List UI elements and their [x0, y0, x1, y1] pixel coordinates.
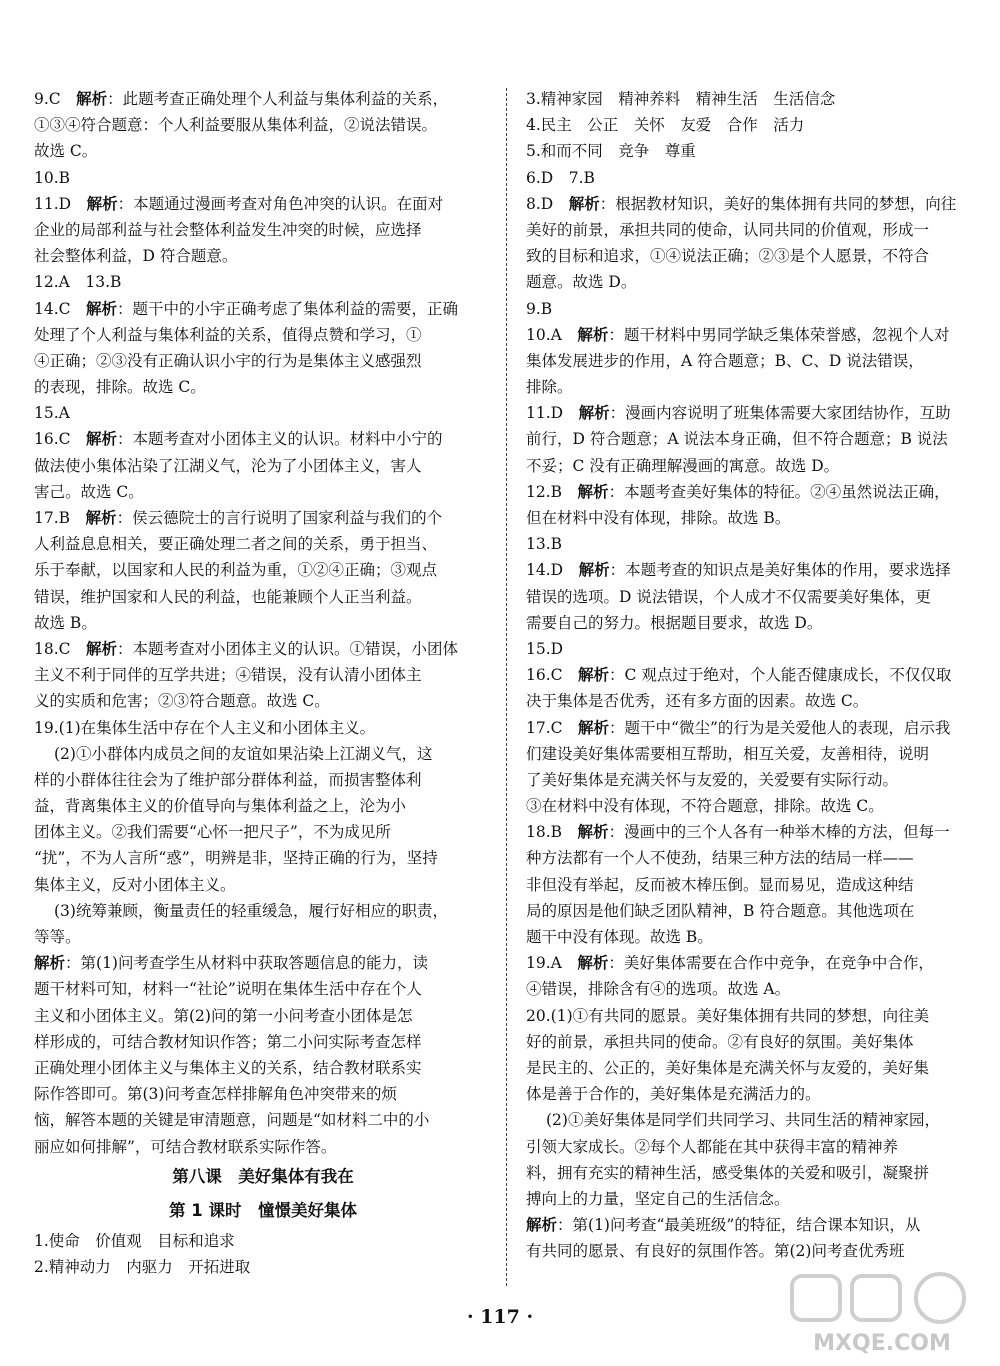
answer-line	[34, 296, 492, 322]
analysis-label: 解析	[577, 482, 609, 501]
answer-line	[34, 715, 492, 741]
answer-text: (2)①美好集体是同学们共同学习、共同生活的精神家园，	[546, 1111, 940, 1130]
answer-continuation: 样的小群体往往会为了维护部分群体利益，而损害整体利	[34, 770, 422, 789]
answer-text: ：C 观点过于绝对，个人能否健康成长，不仅仅取	[609, 666, 952, 685]
answer-number: 5.和而不同 竞争 尊重	[526, 142, 696, 161]
answer-continuation: 是民主的、公正的，美好集体是充满关怀与友爱的，美好集	[526, 1058, 930, 1077]
page-number: · 117 ·	[466, 1306, 534, 1328]
answer-continuation: 际作答即可。第(3)问考查怎样排解角色冲突带来的烦	[34, 1085, 397, 1104]
analysis-label: 解析	[526, 1216, 558, 1235]
answer-line	[34, 400, 492, 426]
answer-continuation: 企业的局部利益与社会整体利益发生冲突的时候，应选择	[34, 220, 422, 239]
analysis-label: 解析	[85, 509, 117, 527]
answer-line	[526, 138, 966, 164]
answer-line	[526, 86, 966, 112]
answer-line	[526, 531, 966, 557]
watermark-logo	[782, 1270, 982, 1358]
answer-number: 17.B	[34, 509, 71, 527]
answer-text: ：本题通过漫画考查对角色冲突的认识。在面对	[117, 194, 444, 213]
answer-continuation: 决于集体是否优秀，还有多方面的因素。故选 C。	[526, 692, 869, 711]
answer-text: ：题干材料中男同学缺乏集体荣誉感，忽视个人对	[608, 325, 950, 344]
analysis-label: 解析	[76, 90, 108, 108]
answer-number: 10.B	[34, 168, 71, 187]
answer-continuation: 搏向上的力量，坚定自己的生活信念。	[526, 1189, 790, 1208]
analysis-label: 解析	[86, 639, 118, 658]
answer-text: ：本题考查对小团体主义的认识。①错误，小团体	[117, 639, 459, 658]
answer-continuation: 美好的前景，承担共同的使命，认同共同的价值观，形成一	[526, 220, 930, 239]
answer-continuation: 人利益息息相关，要正确处理二者之间的关系，勇于担当、	[34, 535, 438, 554]
answer-continuation: 好的前景，承担共同的使命。②有良好的氛围。美好集体	[526, 1032, 914, 1051]
answer-continuation: ④错误，排除含有④的选项。故选 A。	[526, 980, 791, 999]
answer-number: 14.C	[34, 299, 71, 318]
answer-text: (1)在集体生活中存在个人主义和小团体主义。	[58, 718, 376, 737]
answer-line	[526, 1212, 966, 1238]
analysis-label: 解析	[86, 299, 118, 318]
left-column	[34, 86, 492, 1280]
answer-continuation: 题意。故选 D。	[526, 273, 637, 292]
answer-continuation: 故选 B。	[34, 613, 97, 632]
answer-number: 15.A	[34, 404, 70, 423]
answer-line	[34, 165, 492, 191]
answer-line	[526, 296, 966, 322]
answer-number: 18.C	[34, 639, 71, 658]
lesson-title: 第八课 美好集体有我在	[172, 1166, 354, 1186]
analysis-label: 解析	[578, 404, 610, 423]
answer-continuation: 体是善于合作的，美好集体是充满活力的。	[526, 1085, 821, 1104]
answer-line	[34, 426, 492, 452]
answer-continuation: 集体发展进步的作用，A 符合题意；B、C、D 说法错误，	[526, 351, 924, 370]
answer-line	[526, 479, 966, 505]
column-divider	[506, 88, 507, 1286]
analysis-label: 解析	[578, 666, 610, 685]
answer-number: 4.民主 公正 关怀 友爱 合作 活力	[526, 116, 805, 135]
analysis-label: 解析	[86, 194, 118, 213]
answer-text: ：第(1)问考查学生从材料中获取答题信息的能力，读	[65, 954, 428, 973]
answer-continuation: 处理了个人利益与集体利益的关系，值得点赞和学习，①	[34, 325, 422, 344]
answer-line	[34, 636, 492, 662]
answer-line	[34, 86, 492, 112]
answer-continuation: 义的实质和危害；②③符合题意。故选 C。	[34, 692, 330, 711]
answer-continuation: 主义不利于同伴的互学共进；④错误，没有认清小团体主	[34, 666, 422, 685]
answer-number: 9.B	[526, 299, 553, 318]
period-title: 第 1 课时 憧憬美好集体	[169, 1200, 357, 1220]
watermark-text: MXQE.COM	[813, 1331, 951, 1356]
answer-text: (1)①有共同的愿景。美好集体拥有共同的梦想，向往美	[550, 1006, 930, 1025]
answer-line	[526, 400, 966, 426]
answer-continuation: 团体主义。②我们需要“心怀一把尺子”，不为成见所	[34, 823, 391, 842]
answer-continuation: 恼，解答本题的关键是审清题意，问题是“如材料二中的小	[34, 1111, 430, 1130]
answer-continuation: 故选 C。	[34, 142, 98, 161]
analysis-label: 解析	[568, 194, 600, 213]
analysis-label: 解析	[577, 823, 609, 842]
answer-continuation: 错误的选项。D 说法错误，个人成才不仅需要美好集体，更	[526, 587, 931, 606]
answer-continuation: 但在材料中没有体现，排除。故选 B。	[526, 509, 791, 527]
answer-line: 1.使命 价值观 目标和追求	[34, 1231, 235, 1250]
answer-text: (2)①小群体内成员之间的友谊如果沾染上江湖义气，这	[54, 744, 433, 763]
answer-number: 13.B	[526, 535, 563, 554]
answer-continuation: 不妥；C 没有正确理解漫画的寓意。故选 D。	[526, 456, 840, 475]
analysis-label: 解析	[578, 718, 610, 737]
answer-continuation: 乐于奉献，以国家和人民的利益为重，①②④正确；③观点	[34, 561, 438, 580]
answer-number: 10.A	[526, 325, 562, 344]
answer-continuation: 正确处理小团体主义与集体主义的关系，结合教材联系实	[34, 1058, 422, 1077]
answer-text: ：漫画中的三个人各有一种举木棒的方法，但每一	[608, 823, 950, 842]
answer-continuation: 了美好集体是充满关怀与友爱的，关爱要有实际行动。	[526, 770, 899, 789]
answer-number: 12.B	[526, 482, 563, 501]
answer-text: ：本题考查的知识点是美好集体的作用，要求选择	[609, 561, 951, 580]
answer-continuation: 集体主义，反对小团体主义。	[34, 875, 236, 894]
answer-text: ：题干中的小宇正确考虑了集体利益的需要，正确	[117, 299, 459, 318]
answer-number: 20.	[526, 1006, 551, 1025]
answer-text: (3)统筹兼顾，衡量责任的轻重缓急，履行好相应的职责，	[54, 901, 448, 920]
answer-line	[34, 191, 492, 217]
answer-text: ：美好集体需要在合作中竞争，在竞争中合作，	[608, 954, 934, 973]
answer-number: 11.D	[526, 404, 564, 423]
answer-continuation: 局的原因是他们缺乏团队精神，B 符合题意。其他选项在	[526, 901, 915, 920]
answer-number: 6.D 7.B	[526, 168, 595, 187]
answer-line	[526, 662, 966, 688]
answer-line	[526, 191, 966, 217]
answer-continuation: 错误，维护国家和人民的利益，也能兼顾个人正当利益。	[34, 587, 422, 606]
answer-continuation: 种方法都有一个人不使劲，结果三种方法的结局一样——	[526, 849, 914, 868]
analysis-label: 解析	[577, 325, 609, 344]
answer-number: 9.C	[34, 90, 61, 108]
answer-continuation: 料，拥有充实的精神生活，感受集体的关爱和吸引，凝聚拼	[526, 1163, 930, 1182]
answer-continuation: 题干材料可知，材料一“社论”说明在集体生活中存在个人	[34, 980, 422, 999]
answer-line	[526, 950, 966, 976]
analysis-label: 解析	[34, 954, 66, 973]
answer-line	[34, 741, 492, 767]
answer-continuation: 致的目标和追求，①④说法正确；②③是个人愿景，不符合	[526, 247, 930, 266]
answer-number: 19.A	[526, 954, 562, 973]
analysis-label: 解析	[578, 561, 610, 580]
right-column	[526, 86, 966, 1264]
answer-line	[34, 505, 492, 531]
answer-line	[34, 898, 492, 924]
answer-line	[526, 557, 966, 583]
analysis-label: 解析	[577, 954, 609, 973]
answer-number: 11.D	[34, 194, 72, 213]
answer-continuation: 非但没有举起，反而被木棒压倒。显而易见，造成这种结	[526, 875, 914, 894]
answer-continuation: 样形成的，可结合教材知识作答；第二小问实际考查怎样	[34, 1032, 422, 1051]
answer-number: 12.A 13.B	[34, 273, 122, 292]
answer-continuation: 们建设美好集体需要相互帮助，相互关爱，友善相待，说明	[526, 744, 930, 763]
answer-continuation: ①③④符合题意：个人利益要服从集体利益，②说法错误。	[34, 116, 438, 135]
answer-number: 15.D	[526, 639, 564, 658]
answer-number: 16.C	[526, 666, 563, 685]
answer-continuation: ③在材料中没有体现，不符合题意，排除。故选 C。	[526, 797, 884, 816]
analysis-label: 解析	[86, 430, 118, 449]
answer-line	[526, 1107, 966, 1133]
answer-number: 18.B	[526, 823, 563, 842]
answer-continuation: 需要自己的努力。根据题目要求，故选 D。	[526, 613, 823, 632]
answer-continuation: ④正确；②③没有正确认识小宇的行为是集体主义感强烈	[34, 351, 422, 370]
answer-text: ：本题考查美好集体的特征。②④虽然说法正确，	[608, 482, 950, 501]
answer-line	[526, 322, 966, 348]
answer-continuation: 主义和小团体主义。第(2)问的第一小问考查小团体是怎	[34, 1006, 413, 1025]
answer-line	[526, 1003, 966, 1029]
answer-text: ：题干中“微尘”的行为是关爱他人的表现，启示我	[609, 718, 951, 737]
answer-number: 3.精神家园 精神养料 精神生活 生活信念	[526, 90, 836, 108]
answer-continuation: 有共同的愿景、有良好的氛围作答。第(2)问考查优秀班	[526, 1242, 905, 1261]
answer-text: ：此题考查正确处理个人利益与集体利益的关系，	[107, 90, 449, 108]
answer-number: 19.	[34, 718, 59, 737]
answer-line	[34, 269, 492, 295]
answer-line: 2.精神动力 内驱力 开拓进取	[34, 1257, 251, 1276]
answer-text: ：漫画内容说明了班集体需要大家团结协作，互助	[609, 404, 951, 423]
answer-number: 16.C	[34, 430, 71, 449]
answer-text: ：根据教材知识，美好的集体拥有共同的梦想，向往	[599, 194, 957, 213]
answer-continuation: 引领大家成长。②每个人都能在其中获得丰富的精神养	[526, 1137, 899, 1156]
answer-text: ：本题考查对小团体主义的认识。材料中小宁的	[117, 430, 443, 449]
answer-continuation: 做法使小集体沾染了江湖义气，沦为了小团体主义，害人	[34, 456, 422, 475]
answer-continuation: 害己。故选 C。	[34, 482, 144, 501]
answer-continuation: 丽应如何排解”，可结合教材联系实际作答。	[34, 1137, 337, 1156]
answer-continuation: 社会整体利益，D 符合题意。	[34, 247, 238, 266]
answer-continuation: 排除。	[526, 378, 573, 397]
answer-text: ：侯云德院士的言行说明了国家利益与我们的个	[116, 509, 443, 527]
answer-number: 14.D	[526, 561, 564, 580]
answer-continuation: 等等。	[34, 928, 81, 946]
answer-continuation: 的表现，排除。故选 C。	[34, 378, 206, 397]
answer-line	[526, 636, 966, 662]
answer-continuation: 题干中没有体现。故选 B。	[526, 928, 713, 946]
answer-line	[526, 819, 966, 845]
answer-line	[526, 112, 966, 138]
answer-continuation: 益，背离集体主义的价值导向与集体利益之上，沦为小	[34, 797, 407, 816]
answer-number: 17.C	[526, 718, 563, 737]
answer-continuation: “扰”，不为人言所“惑”，明辨是非，坚持正确的行为，坚持	[34, 849, 438, 868]
answer-line	[526, 715, 966, 741]
answer-continuation: 前行，D 符合题意；A 说法本身正确，但不符合题意；B 说法	[526, 430, 948, 449]
answer-number: 8.D	[526, 194, 554, 213]
answer-text: ：第(1)问考查“最美班级”的特征，结合课本知识，从	[557, 1216, 921, 1235]
answer-line	[526, 165, 966, 191]
answer-line	[34, 950, 492, 976]
